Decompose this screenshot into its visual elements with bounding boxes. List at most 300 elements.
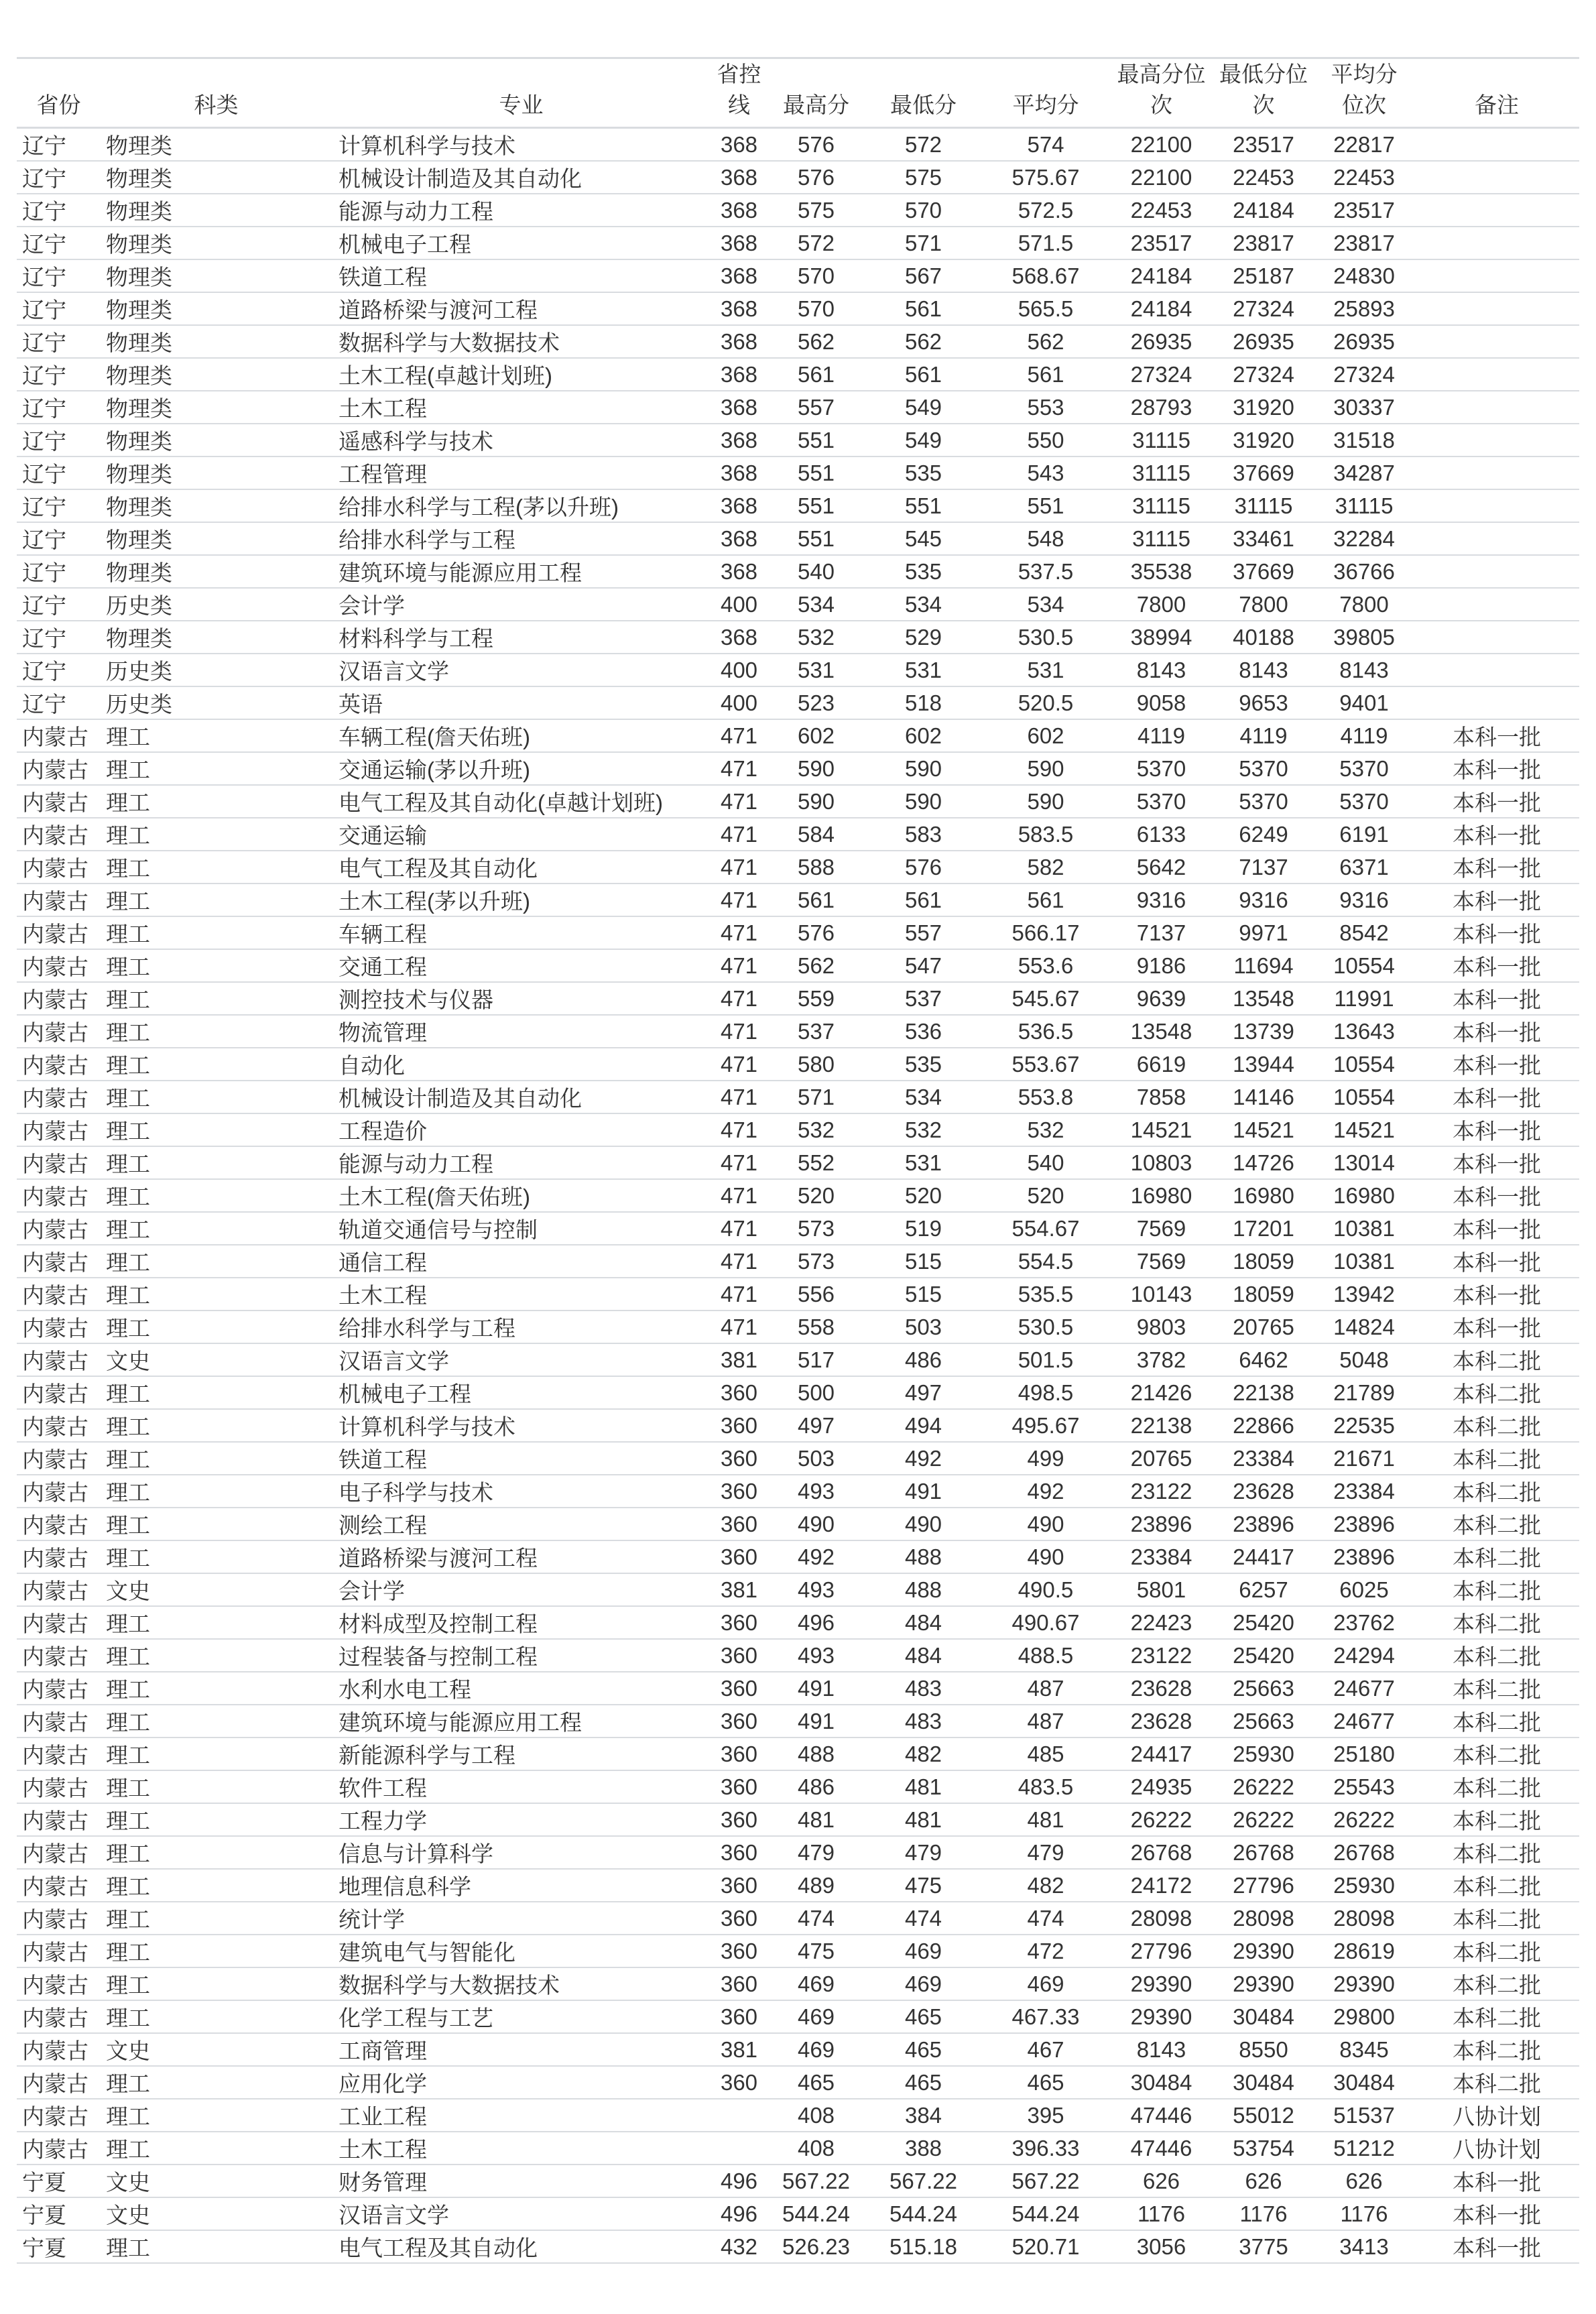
- cell-avg-rank: 14824: [1314, 1311, 1414, 1343]
- cell-remark: [1414, 555, 1579, 588]
- cell-avg-rank: 36766: [1314, 555, 1414, 588]
- cell-major: 土木工程: [332, 391, 711, 424]
- cell-min-score: 491: [865, 1475, 982, 1508]
- cell-major: 电气工程及其自动化(卓越计划班): [332, 785, 711, 818]
- cell-control-line: 368: [711, 292, 768, 325]
- cell-control-line: 360: [711, 1508, 768, 1540]
- cell-avg-score: 590: [982, 785, 1109, 818]
- cell-category: 理工: [101, 1540, 332, 1573]
- cell-max-score: 559: [768, 982, 865, 1015]
- cell-max-score: 570: [768, 259, 865, 292]
- cell-avg-score: 537.5: [982, 555, 1109, 588]
- cell-max-score: 500: [768, 1376, 865, 1409]
- cell-major: 道路桥梁与渡河工程: [332, 292, 711, 325]
- cell-min-rank: 26768: [1213, 1836, 1314, 1869]
- cell-min-rank: 23896: [1213, 1508, 1314, 1540]
- cell-control-line: 496: [711, 2197, 768, 2230]
- cell-category: 理工: [101, 1508, 332, 1540]
- cell-control-line: 471: [711, 1311, 768, 1343]
- cell-max-rank: 27324: [1109, 358, 1213, 391]
- table-row: [17, 621, 1579, 654]
- cell-avg-rank: 8345: [1314, 2033, 1414, 2066]
- cell-major: 电气工程及其自动化: [332, 851, 711, 884]
- cell-remark: [1414, 522, 1579, 555]
- cell-remark: 本科一批: [1414, 2165, 1579, 2197]
- cell-avg-rank: 13643: [1314, 1015, 1414, 1048]
- cell-max-rank: 5801: [1109, 1573, 1213, 1606]
- cell-control-line: 381: [711, 2033, 768, 2066]
- col-header-min-score: [865, 58, 982, 128]
- cell-remark: 本科一批: [1414, 752, 1579, 785]
- cell-avg-score: 553.8: [982, 1081, 1109, 1113]
- cell-category: 理工: [101, 719, 332, 752]
- cell-max-rank: 7569: [1109, 1212, 1213, 1245]
- cell-max-score: 561: [768, 358, 865, 391]
- cell-max-score: 571: [768, 1081, 865, 1113]
- cell-province: 辽宁: [17, 128, 101, 162]
- cell-remark: 本科二批: [1414, 1672, 1579, 1705]
- cell-province: 内蒙古: [17, 1409, 101, 1442]
- cell-control-line: 368: [711, 227, 768, 259]
- cell-avg-score: 602: [982, 719, 1109, 752]
- cell-max-rank: 22138: [1109, 1409, 1213, 1442]
- cell-major: 电子科学与技术: [332, 1475, 711, 1508]
- cell-major: 数据科学与大数据技术: [332, 1967, 711, 2000]
- cell-category: 理工: [101, 1606, 332, 1639]
- cell-min-rank: 9653: [1213, 686, 1314, 719]
- cell-min-rank: 33461: [1213, 522, 1314, 555]
- table-row: [17, 1015, 1579, 1048]
- cell-major: 土木工程(卓越计划班): [332, 358, 711, 391]
- cell-control-line: 360: [711, 1540, 768, 1573]
- cell-avg-score: 490.5: [982, 1573, 1109, 1606]
- cell-major: 数据科学与大数据技术: [332, 325, 711, 358]
- cell-min-score: 484: [865, 1606, 982, 1639]
- cell-category: 物理类: [101, 292, 332, 325]
- cell-category: 历史类: [101, 654, 332, 686]
- cell-avg-score: 574: [982, 128, 1109, 162]
- col-header-min-rank-top: 最低分位: [1219, 62, 1308, 86]
- cell-avg-rank: 23517: [1314, 194, 1414, 227]
- cell-major: 建筑电气与智能化: [332, 1935, 711, 1967]
- cell-avg-score: 565.5: [982, 292, 1109, 325]
- cell-avg-score: 495.67: [982, 1409, 1109, 1442]
- cell-max-rank: 7569: [1109, 1245, 1213, 1278]
- cell-max-score: 580: [768, 1048, 865, 1081]
- cell-max-rank: 9186: [1109, 949, 1213, 982]
- cell-avg-score: 481: [982, 1803, 1109, 1836]
- cell-avg-score: 396.33: [982, 2132, 1109, 2165]
- cell-category: 理工: [101, 1475, 332, 1508]
- cell-remark: 本科一批: [1414, 818, 1579, 851]
- cell-max-score: 408: [768, 2132, 865, 2165]
- cell-major: 汉语言文学: [332, 1343, 711, 1376]
- cell-province: 辽宁: [17, 292, 101, 325]
- cell-max-rank: 23628: [1109, 1705, 1213, 1738]
- col-header-control-line-bottom: 线: [728, 92, 750, 117]
- table-row: [17, 1376, 1579, 1409]
- cell-control-line: [711, 2132, 768, 2165]
- cell-max-rank: 6619: [1109, 1048, 1213, 1081]
- cell-province: 内蒙古: [17, 1278, 101, 1311]
- cell-min-rank: 31920: [1213, 424, 1314, 456]
- cell-min-score: 534: [865, 1081, 982, 1113]
- cell-avg-rank: 23817: [1314, 227, 1414, 259]
- cell-remark: [1414, 259, 1579, 292]
- cell-min-rank: 13548: [1213, 982, 1314, 1015]
- cell-control-line: 471: [711, 1245, 768, 1278]
- cell-remark: 本科二批: [1414, 1573, 1579, 1606]
- cell-avg-score: 501.5: [982, 1343, 1109, 1376]
- cell-remark: [1414, 325, 1579, 358]
- cell-control-line: 360: [711, 1738, 768, 1770]
- cell-max-rank: 24184: [1109, 259, 1213, 292]
- table-row: [17, 259, 1579, 292]
- cell-avg-rank: 626: [1314, 2165, 1414, 2197]
- cell-max-rank: 7858: [1109, 1081, 1213, 1113]
- cell-avg-rank: 24677: [1314, 1705, 1414, 1738]
- cell-province: 内蒙古: [17, 851, 101, 884]
- table-row: [17, 2099, 1579, 2132]
- cell-major: 工程管理: [332, 456, 711, 489]
- table-row: [17, 325, 1579, 358]
- cell-category: 物理类: [101, 424, 332, 456]
- cell-control-line: 368: [711, 358, 768, 391]
- table-row: [17, 851, 1579, 884]
- table-row: [17, 2132, 1579, 2165]
- cell-max-score: 475: [768, 1935, 865, 1967]
- cell-min-score: 490: [865, 1508, 982, 1540]
- cell-avg-rank: 30484: [1314, 2066, 1414, 2099]
- table-row: [17, 1573, 1579, 1606]
- cell-category: 理工: [101, 851, 332, 884]
- cell-major: 水利水电工程: [332, 1672, 711, 1705]
- cell-min-rank: 14146: [1213, 1081, 1314, 1113]
- cell-control-line: 360: [711, 1902, 768, 1935]
- cell-avg-rank: 21789: [1314, 1376, 1414, 1409]
- cell-avg-rank: 16980: [1314, 1179, 1414, 1212]
- cell-min-rank: 37669: [1213, 555, 1314, 588]
- cell-remark: [1414, 621, 1579, 654]
- cell-remark: [1414, 391, 1579, 424]
- col-header-max-rank-bottom: 次: [1150, 92, 1172, 117]
- cell-min-score: 494: [865, 1409, 982, 1442]
- cell-control-line: 471: [711, 818, 768, 851]
- cell-min-score: 535: [865, 456, 982, 489]
- cell-province: 内蒙古: [17, 818, 101, 851]
- cell-major: 化学工程与工艺: [332, 2000, 711, 2033]
- cell-province: 内蒙古: [17, 1639, 101, 1672]
- cell-max-rank: 29390: [1109, 1967, 1213, 2000]
- cell-major: 轨道交通信号与控制: [332, 1212, 711, 1245]
- cell-province: 内蒙古: [17, 2132, 101, 2165]
- cell-category: 理工: [101, 1212, 332, 1245]
- cell-max-score: 479: [768, 1836, 865, 1869]
- cell-province: 内蒙古: [17, 1836, 101, 1869]
- cell-remark: 本科二批: [1414, 1606, 1579, 1639]
- cell-category: 理工: [101, 949, 332, 982]
- cell-major: 计算机科学与技术: [332, 1409, 711, 1442]
- cell-min-score: 561: [865, 358, 982, 391]
- cell-control-line: 471: [711, 1081, 768, 1113]
- cell-avg-rank: 8542: [1314, 916, 1414, 949]
- table-row: [17, 1672, 1579, 1705]
- table-row: [17, 489, 1579, 522]
- cell-max-rank: 28098: [1109, 1902, 1213, 1935]
- cell-control-line: 400: [711, 588, 768, 621]
- cell-min-score: 545: [865, 522, 982, 555]
- cell-min-score: 570: [865, 194, 982, 227]
- cell-avg-rank: 23896: [1314, 1540, 1414, 1573]
- cell-major: 铁道工程: [332, 259, 711, 292]
- cell-min-score: 535: [865, 1048, 982, 1081]
- cell-avg-score: 479: [982, 1836, 1109, 1869]
- cell-max-score: 474: [768, 1902, 865, 1935]
- cell-major: 机械电子工程: [332, 1376, 711, 1409]
- cell-province: 辽宁: [17, 161, 101, 194]
- cell-remark: [1414, 456, 1579, 489]
- cell-remark: 本科一批: [1414, 884, 1579, 916]
- cell-max-score: 567.22: [768, 2165, 865, 2197]
- cell-min-rank: 25187: [1213, 259, 1314, 292]
- cell-control-line: 360: [711, 1672, 768, 1705]
- cell-category: 理工: [101, 1902, 332, 1935]
- col-header-province: [17, 58, 101, 128]
- cell-max-score: 481: [768, 1803, 865, 1836]
- cell-max-rank: 3056: [1109, 2230, 1213, 2263]
- col-header-remark: [1414, 58, 1579, 128]
- cell-major: 能源与动力工程: [332, 1146, 711, 1179]
- cell-max-rank: 10143: [1109, 1278, 1213, 1311]
- cell-category: 文史: [101, 2165, 332, 2197]
- cell-max-score: 544.24: [768, 2197, 865, 2230]
- cell-remark: 本科二批: [1414, 1738, 1579, 1770]
- table-row: [17, 1738, 1579, 1770]
- cell-category: 理工: [101, 1803, 332, 1836]
- cell-min-rank: 3775: [1213, 2230, 1314, 2263]
- cell-min-rank: 31920: [1213, 391, 1314, 424]
- cell-max-rank: 9316: [1109, 884, 1213, 916]
- cell-control-line: 471: [711, 982, 768, 1015]
- table-row: [17, 1048, 1579, 1081]
- cell-major: 土木工程: [332, 1278, 711, 1311]
- cell-category: 历史类: [101, 588, 332, 621]
- cell-control-line: 368: [711, 325, 768, 358]
- cell-category: 理工: [101, 818, 332, 851]
- cell-major: 土木工程: [332, 2132, 711, 2165]
- cell-province: 内蒙古: [17, 1606, 101, 1639]
- cell-category: 物理类: [101, 456, 332, 489]
- cell-min-score: 561: [865, 884, 982, 916]
- cell-major: 能源与动力工程: [332, 194, 711, 227]
- cell-max-rank: 27796: [1109, 1935, 1213, 1967]
- cell-min-score: 519: [865, 1212, 982, 1245]
- cell-min-score: 575: [865, 161, 982, 194]
- cell-avg-rank: 24830: [1314, 259, 1414, 292]
- cell-min-score: 520: [865, 1179, 982, 1212]
- cell-avg-rank: 31518: [1314, 424, 1414, 456]
- cell-min-rank: 14521: [1213, 1113, 1314, 1146]
- cell-remark: 本科一批: [1414, 1179, 1579, 1212]
- table-row: [17, 752, 1579, 785]
- cell-avg-rank: 23384: [1314, 1475, 1414, 1508]
- cell-control-line: 368: [711, 161, 768, 194]
- cell-province: 内蒙古: [17, 1967, 101, 2000]
- cell-max-rank: 5370: [1109, 752, 1213, 785]
- cell-min-score: 492: [865, 1442, 982, 1475]
- cell-category: 物理类: [101, 391, 332, 424]
- cell-remark: 本科二批: [1414, 1508, 1579, 1540]
- cell-remark: [1414, 686, 1579, 719]
- table-row: [17, 1081, 1579, 1113]
- cell-max-rank: 24184: [1109, 292, 1213, 325]
- cell-category: 物理类: [101, 555, 332, 588]
- cell-min-score: 465: [865, 2033, 982, 2066]
- cell-major: 财务管理: [332, 2165, 711, 2197]
- table-row: [17, 785, 1579, 818]
- cell-province: 内蒙古: [17, 1212, 101, 1245]
- cell-control-line: 471: [711, 1015, 768, 1048]
- cell-province: 辽宁: [17, 424, 101, 456]
- cell-major: 给排水科学与工程: [332, 522, 711, 555]
- col-header-category-label: 科类: [194, 92, 239, 117]
- cell-major: 测控技术与仪器: [332, 982, 711, 1015]
- cell-category: 理工: [101, 1836, 332, 1869]
- cell-max-rank: 26222: [1109, 1803, 1213, 1836]
- cell-province: 辽宁: [17, 489, 101, 522]
- cell-avg-rank: 10381: [1314, 1245, 1414, 1278]
- cell-avg-score: 467: [982, 2033, 1109, 2066]
- cell-major: 应用化学: [332, 2066, 711, 2099]
- cell-avg-score: 562: [982, 325, 1109, 358]
- cell-min-score: 474: [865, 1902, 982, 1935]
- cell-avg-score: 482: [982, 1869, 1109, 1902]
- cell-major: 软件工程: [332, 1770, 711, 1803]
- cell-category: 理工: [101, 1245, 332, 1278]
- cell-province: 内蒙古: [17, 982, 101, 1015]
- cell-major: 建筑环境与能源应用工程: [332, 555, 711, 588]
- cell-remark: 本科一批: [1414, 851, 1579, 884]
- cell-control-line: 471: [711, 785, 768, 818]
- col-header-max-score: [768, 58, 865, 128]
- cell-min-score: 590: [865, 752, 982, 785]
- cell-max-rank: 31115: [1109, 522, 1213, 555]
- table-row: [17, 1770, 1579, 1803]
- cell-province: 内蒙古: [17, 2066, 101, 2099]
- cell-min-rank: 25420: [1213, 1639, 1314, 1672]
- cell-min-score: 388: [865, 2132, 982, 2165]
- cell-min-rank: 27324: [1213, 292, 1314, 325]
- cell-avg-score: 520.71: [982, 2230, 1109, 2263]
- cell-min-rank: 25930: [1213, 1738, 1314, 1770]
- cell-remark: [1414, 654, 1579, 686]
- cell-max-rank: 4119: [1109, 719, 1213, 752]
- cell-province: 内蒙古: [17, 1540, 101, 1573]
- cell-remark: 本科二批: [1414, 1869, 1579, 1902]
- cell-max-rank: 7137: [1109, 916, 1213, 949]
- col-header-min-score-label: 最低分: [890, 92, 957, 117]
- table-row: [17, 686, 1579, 719]
- col-header-avg-score: [982, 58, 1109, 128]
- table-row: [17, 522, 1579, 555]
- cell-avg-rank: 4119: [1314, 719, 1414, 752]
- cell-category: 理工: [101, 1146, 332, 1179]
- cell-min-rank: 6462: [1213, 1343, 1314, 1376]
- cell-max-score: 503: [768, 1442, 865, 1475]
- cell-major: 信息与计算科学: [332, 1836, 711, 1869]
- cell-min-rank: 30484: [1213, 2066, 1314, 2099]
- cell-remark: 本科二批: [1414, 1705, 1579, 1738]
- cell-control-line: 471: [711, 1146, 768, 1179]
- cell-control-line: 381: [711, 1343, 768, 1376]
- cell-province: 辽宁: [17, 391, 101, 424]
- cell-control-line: 360: [711, 1442, 768, 1475]
- cell-min-rank: 20765: [1213, 1311, 1314, 1343]
- cell-min-rank: 16980: [1213, 1179, 1314, 1212]
- cell-max-score: 561: [768, 884, 865, 916]
- cell-max-score: 526.23: [768, 2230, 865, 2263]
- cell-min-rank: 17201: [1213, 1212, 1314, 1245]
- cell-avg-score: 498.5: [982, 1376, 1109, 1409]
- col-header-avg-rank-bottom: 位次: [1342, 92, 1386, 117]
- cell-min-rank: 23628: [1213, 1475, 1314, 1508]
- cell-control-line: 471: [711, 1278, 768, 1311]
- cell-category: 文史: [101, 1573, 332, 1606]
- cell-control-line: 471: [711, 1048, 768, 1081]
- cell-avg-score: 487: [982, 1705, 1109, 1738]
- cell-max-rank: 24172: [1109, 1869, 1213, 1902]
- cell-min-rank: 6257: [1213, 1573, 1314, 1606]
- cell-remark: 八协计划: [1414, 2132, 1579, 2165]
- cell-province: 辽宁: [17, 588, 101, 621]
- cell-category: 理工: [101, 884, 332, 916]
- cell-province: 内蒙古: [17, 1770, 101, 1803]
- cell-province: 内蒙古: [17, 1803, 101, 1836]
- cell-category: 理工: [101, 2230, 332, 2263]
- cell-control-line: 360: [711, 1935, 768, 1967]
- cell-max-score: 576: [768, 128, 865, 162]
- cell-major: 通信工程: [332, 1245, 711, 1278]
- cell-remark: 本科一批: [1414, 1048, 1579, 1081]
- cell-category: 物理类: [101, 489, 332, 522]
- cell-control-line: 368: [711, 128, 768, 162]
- cell-remark: [1414, 292, 1579, 325]
- cell-avg-rank: 30337: [1314, 391, 1414, 424]
- table-row: [17, 2033, 1579, 2066]
- cell-min-rank: 26222: [1213, 1803, 1314, 1836]
- cell-avg-score: 472: [982, 1935, 1109, 1967]
- cell-avg-score: 474: [982, 1902, 1109, 1935]
- cell-max-score: 562: [768, 949, 865, 982]
- cell-control-line: 471: [711, 949, 768, 982]
- table-row: [17, 949, 1579, 982]
- cell-major: 给排水科学与工程: [332, 1311, 711, 1343]
- cell-max-rank: 10803: [1109, 1146, 1213, 1179]
- cell-max-score: 588: [768, 851, 865, 884]
- cell-avg-score: 536.5: [982, 1015, 1109, 1048]
- cell-min-score: 479: [865, 1836, 982, 1869]
- cell-avg-rank: 23896: [1314, 1508, 1414, 1540]
- cell-remark: [1414, 358, 1579, 391]
- cell-max-rank: 5370: [1109, 785, 1213, 818]
- cell-remark: 本科一批: [1414, 1081, 1579, 1113]
- table-row: [17, 1146, 1579, 1179]
- cell-major: 测绘工程: [332, 1508, 711, 1540]
- cell-control-line: 368: [711, 194, 768, 227]
- cell-avg-score: 590: [982, 752, 1109, 785]
- cell-category: 物理类: [101, 522, 332, 555]
- cell-category: 理工: [101, 2132, 332, 2165]
